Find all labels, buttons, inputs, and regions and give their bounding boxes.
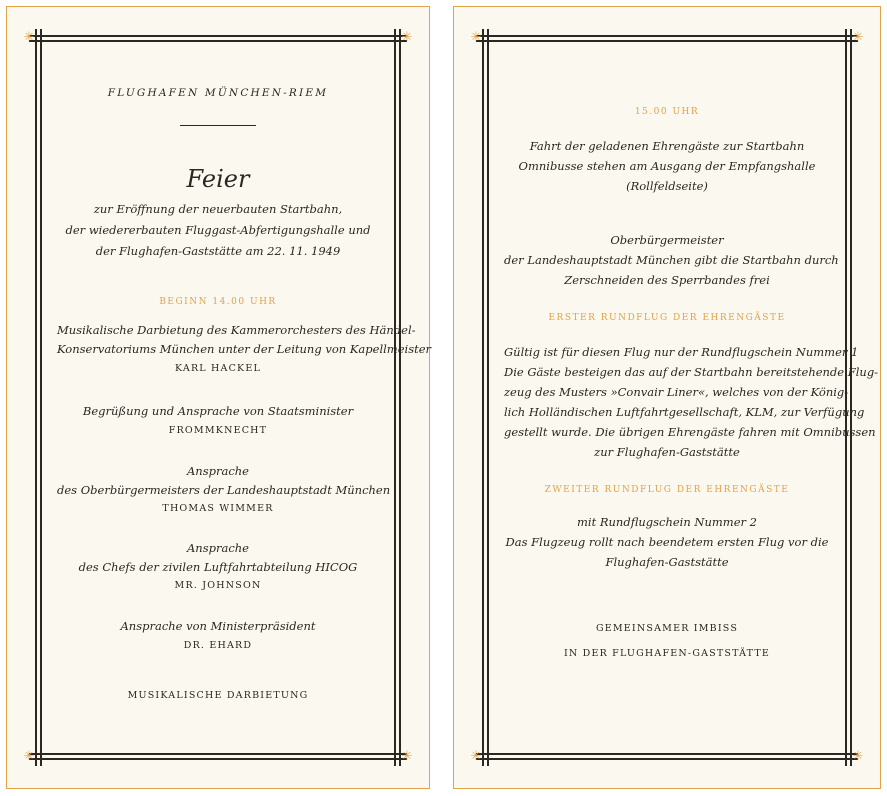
corner-star-icon: ✳ bbox=[401, 30, 413, 45]
program-text: gestellt wurde. Die übrigen Ehrengäste fahren mit Omnibussen bbox=[504, 425, 876, 439]
start-time: 15.00 UHR bbox=[634, 107, 700, 117]
closing-item: MUSIKALISCHE DARBIETUNG bbox=[127, 690, 309, 701]
subtitle-line: der wiedererbauten Fluggast-Abfertigungshalle und bbox=[65, 223, 371, 237]
program-item-text: Musikalische Darbietung des Kammerorchesters des Händel- bbox=[57, 323, 416, 337]
frame-rule-left bbox=[35, 29, 42, 766]
program-item-speaker: FROMMKNECHT bbox=[168, 425, 268, 436]
program-item-speaker: KARL HACKEL bbox=[174, 363, 261, 374]
corner-star-icon: ✳ bbox=[470, 749, 482, 764]
program-item-text: Ansprache bbox=[187, 464, 249, 478]
corner-star-icon: ✳ bbox=[470, 30, 482, 45]
program-text: Gültig ist für diesen Flug nur der Rundflugschein Nummer 1 bbox=[504, 345, 859, 359]
airport-header: FLUGHAFEN MÜNCHEN-RIEM bbox=[107, 87, 329, 99]
corner-star-icon: ✳ bbox=[401, 749, 413, 764]
program-page-left bbox=[6, 6, 430, 789]
frame-rule-left bbox=[482, 29, 489, 766]
program-item-speaker: DR. EHARD bbox=[183, 640, 253, 651]
program-text: Omnibusse stehen am Ausgang der Empfangshalle bbox=[518, 159, 816, 173]
corner-star-icon: ✳ bbox=[852, 30, 864, 45]
program-text: zeug des Musters »Convair Liner«, welches von der König- bbox=[504, 385, 849, 399]
program-text: Zerschneiden des Sperrbandes frei bbox=[564, 273, 770, 287]
corner-star-icon: ✳ bbox=[852, 749, 864, 764]
program-text: Fahrt der geladenen Ehrengäste zur Startbahn bbox=[529, 139, 805, 153]
program-item-text: Ansprache bbox=[187, 541, 249, 555]
subtitle-line: der Flughafen-Gaststätte am 22. 11. 1949 bbox=[95, 244, 341, 258]
right-content bbox=[504, 7, 879, 788]
section-heading: ERSTER RUNDFLUG DER EHRENGÄSTE bbox=[548, 313, 786, 323]
corner-star-icon: ✳ bbox=[23, 30, 35, 45]
program-text: Oberbürgermeister bbox=[610, 233, 724, 247]
program-item-text: Ansprache von Ministerpräsident bbox=[120, 619, 316, 633]
program-text: mit Rundflugschein Nummer 2 bbox=[577, 515, 757, 529]
program-item-speaker: MR. JOHNSON bbox=[174, 580, 262, 591]
program-item-text: des Oberbürgermeisters der Landeshauptstadt München bbox=[57, 483, 391, 497]
begin-time: BEGINN 14.00 UHR bbox=[159, 297, 277, 307]
program-text: Die Gäste besteigen das auf der Startbahn bereitstehende Flug- bbox=[504, 365, 879, 379]
program-text: lich Holländischen Luftfahrtgesellschaft, KLM, zur Verfügung bbox=[504, 405, 865, 419]
program-item-speaker: THOMAS WIMMER bbox=[162, 503, 274, 514]
program-item-text: Konservatoriums München unter der Leitung von Kapellmeister bbox=[57, 342, 432, 356]
footer-line: IN DER FLUGHAFEN-GASTSTÄTTE bbox=[563, 648, 771, 659]
subtitle-line: zur Eröffnung der neuerbauten Startbahn, bbox=[93, 202, 343, 216]
program-text: Flughafen-Gaststätte bbox=[605, 555, 729, 569]
frame-rule-right bbox=[394, 29, 401, 766]
section-heading: ZWEITER RUNDFLUG DER EHRENGÄSTE bbox=[544, 485, 790, 495]
program-page-right bbox=[453, 6, 881, 789]
program-text: zur Flughafen-Gaststätte bbox=[594, 445, 740, 459]
program-text: der Landeshauptstadt München gibt die Startbahn durch bbox=[504, 253, 839, 267]
header-divider bbox=[180, 125, 256, 126]
corner-star-icon: ✳ bbox=[23, 749, 35, 764]
program-item-text: des Chefs der zivilen Luftfahrtabteilung HICOG bbox=[78, 560, 358, 574]
program-text: Das Flugzeug rollt nach beendetem ersten Flug vor die bbox=[505, 535, 829, 549]
program-item-text: Begrüßung und Ansprache von Staatsminister bbox=[82, 404, 354, 418]
program-text: (Rollfeldseite) bbox=[626, 179, 708, 193]
footer-line: GEMEINSAMER IMBISS bbox=[595, 623, 739, 634]
left-content bbox=[57, 7, 432, 788]
page-title: Feier bbox=[186, 165, 250, 193]
